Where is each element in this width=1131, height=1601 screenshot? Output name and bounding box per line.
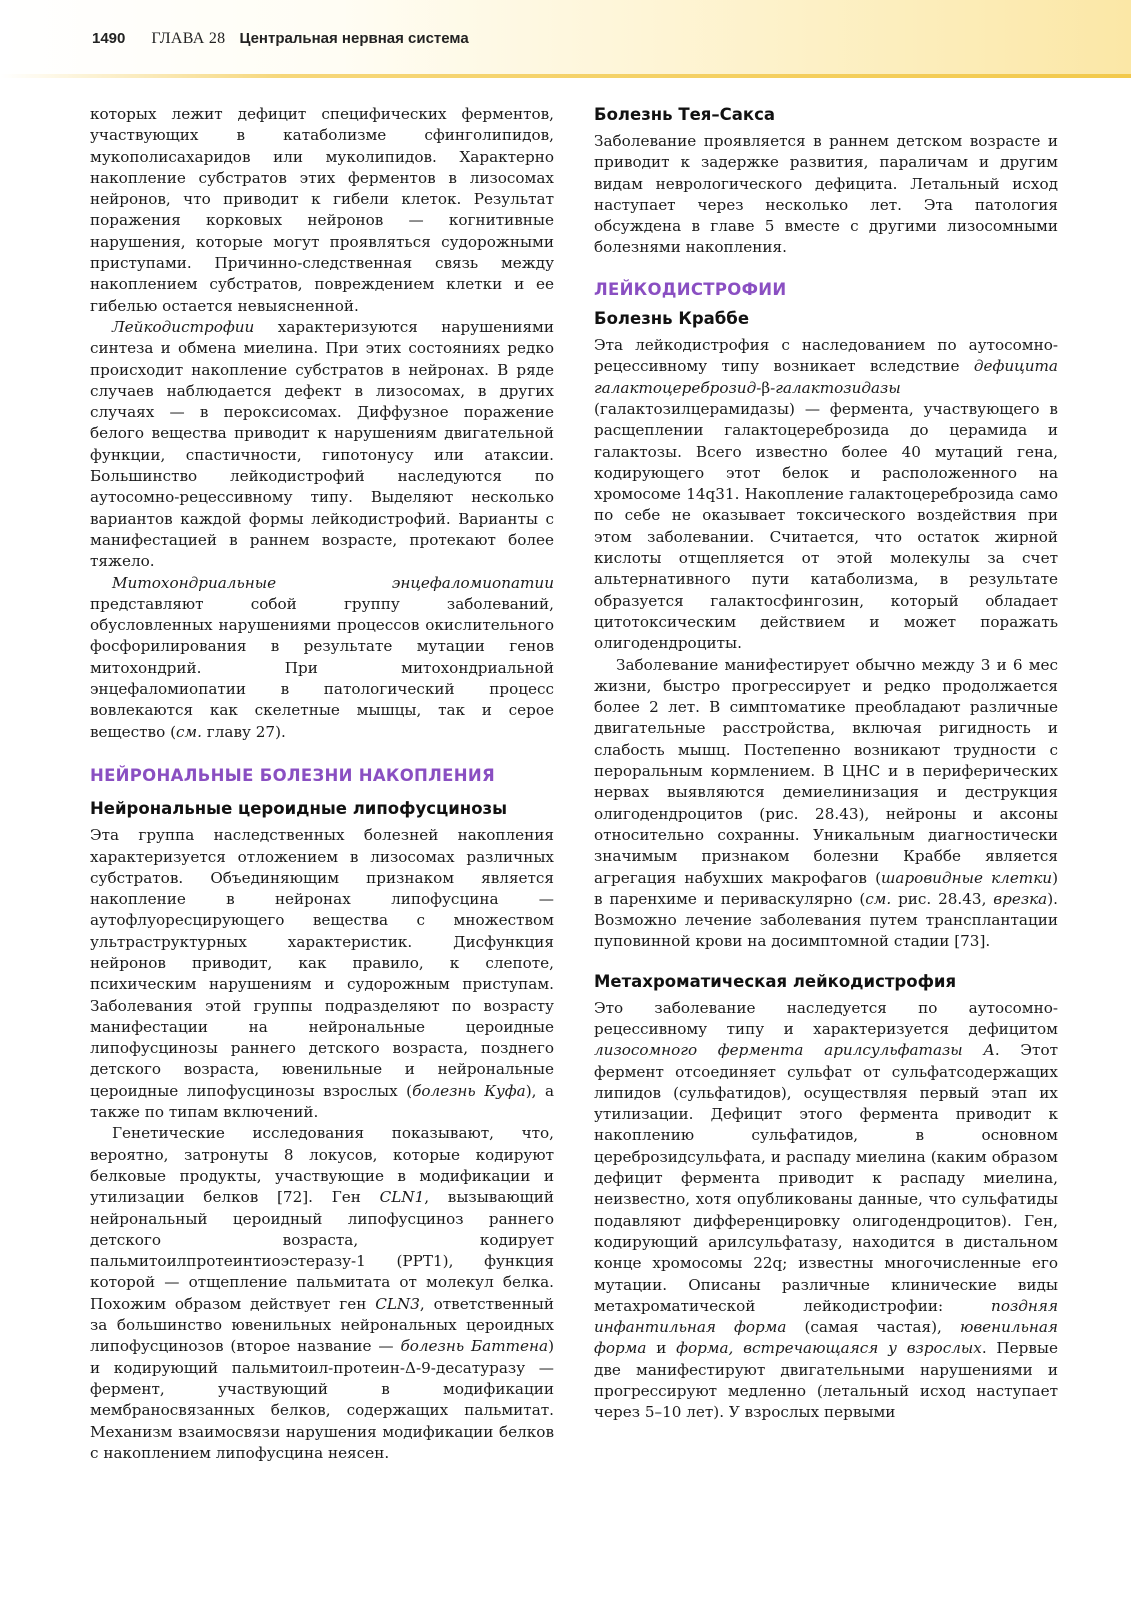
page-number: 1490	[92, 30, 126, 47]
subsection-heading: Болезнь Тея–Сакса	[594, 105, 776, 124]
subsection-heading: Метахроматическая лейкодистрофия	[594, 971, 957, 991]
section-heading: ЛЕЙКОДИСТРОФИИ	[594, 279, 787, 299]
right-column	[594, 104, 1058, 1424]
subsection-heading: Болезнь Краббе	[594, 309, 750, 329]
paragraph: Эта лейкодистрофия с наследованием по аутосомно-рецессивному типу возникает вследствие дефицита галактоцереброзид-β-галактозидазы (галактозилцерамидазы) — фермента, участвующего в расщеплении галактоцереброзида до церамида и галактозы. Всего известно более 40 мутаций гена, кодирующего этот белок и расположенного на хромосоме 14q31. Накопление галактоцереброзида само по себе не оказывает токсического воздействия при этом заболевании. Считается, что остаток жирной кислоты отщепляется от этой молекулы за счет альтернативного пути катаболизма, в результате образуется галактосфингозин, который обладает цитотоксическим действием и может поражать олигодендроциты.	[594, 336, 1058, 653]
paragraph: Митохондриальные энцефаломиопатии представляют собой группу заболеваний, обусловленных нарушениями процессов окислительного фосфорилирования в результате мутации генов митохондрий. При митохондриальной энцефаломиопатии в патологический процесс вовлекаются как скелетные мышцы, так и серое вещество (см. главу 27).	[90, 573, 554, 741]
paragraph: Эта группа наследственных болезней накопления характеризуется отложением в лизосомах различных субстратов. Объединяющим признаком является накопление в нейронах липофусцина — аутофлуоресцирующего вещества с множеством ультраструктурных характеристик. Дисфункция нейронов приводит, как правило, к слепоте, психическим нарушениям и судорожным приступам. Заболевания этой группы подразделяют по возрасту манифестации на нейрональные цероидные липофусцинозы раннего детского возраста, позднего детского возраста, ювенильные и нейрональные цероидные липофусцинозы взрослых (болезнь Куфа), а также по типам включений.	[90, 826, 554, 1122]
section-heading: НЕЙРОНАЛЬНЫЕ БОЛЕЗНИ НАКОПЛЕНИЯ	[90, 765, 495, 785]
paragraph: Лейкодистрофии характеризуются нарушениями синтеза и обмена миелина. При этих состояниях редко происходит накопление субстратов в нейронах. В ряде случаев наблюдается дефект в лизосомах, в других случаях — в пероксисомах. Диффузное поражение белого вещества приводит к нарушениям двигательной функции, спастичности, гипотонусу или атаксии. Большинство лейкодистрофий наследуются по аутосомно-рецессивному типу. Выделяют несколько вариантов каждой формы лейкодистрофий. Варианты с манифестацией в раннем возрасте, протекают более тяжело.	[90, 317, 554, 571]
term: Митохондриальные энцефаломиопатии	[112, 573, 554, 592]
paragraph: Генетические исследования показывают, что, вероятно, затронуты 8 локусов, которые кодируют белковые продукты, участвующие в модификации и утилизации белков [72]. Ген CLN1, вызывающий нейрональный цероидный липофусциноз раннего детского возраста, кодирует пальмитоилпротеинтиоэстеразу-1 (PPT1), функция которой — отщепление пальмитата от молекул белка. Похожим образом действует ген CLN3, ответственный за большинство ювенильных нейрональных цероидных липофусцинозов (второе название — болезнь Баттена) и кодирующий пальмитоил-протеин-Δ-9-десатуразу — фермент, участвующий в модификации мембраносвязанных белков, содержащих пальмитат. Механизм взаимосвязи нарушения модификации белков с накоплением липофусцина неясен.	[90, 1124, 555, 1462]
chapter-label: ГЛАВА 28	[151, 30, 226, 47]
left-column	[90, 104, 554, 1464]
paragraph: которых лежит дефицит специфических ферментов, участвующих в катаболизме сфинголипидов, мукополисахаридов или муколипидов. Характерно накопление субстратов этих ферментов в лизосомах нейронов, что приводит к гибели клеток. Результат поражения корковых нейронов — когнитивные нарушения, которые могут проявляться судорожными приступами. Причинно-следственная связь между накоплением субстратов, повреждением клетки и ее гибелью остается невыясненной.	[90, 105, 554, 315]
chapter-title: Центральная нервная система	[239, 30, 469, 47]
header-rule	[0, 74, 1131, 78]
paragraph: Заболевание проявляется в раннем детском возрасте и приводит к задержке развития, параличам и другим видам неврологического дефицита. Летальный исход наступает через несколько лет. Эта патология обсуждена в главе 5 вместе с другими лизосомными болезнями накопления.	[594, 132, 1058, 257]
term: Лейкодистрофии	[112, 317, 255, 336]
paragraph: Это заболевание наследуется по аутосомно-рецессивному типу и характеризуется дефицитом лизосомного фермента арилсульфатазы А. Этот фермент отсоединяет сульфат от сульфатсодержащих липидов (сульфатидов), осуществляя первый этап их утилизации. Дефицит этого фермента приводит к накоплению сульфатидов, в основном цереброзидсульфата, и распаду миелина (каким образом дефицит фермента приводит к распаду миелина, неизвестно, хотя опубликованы данные, что сульфатиды подавляют дифференцировку олигодендроцитов). Ген, кодирующий арилсульфатазу, находится в дистальном конце хромосомы 22q; известны многочисленные его мутации. Описаны различные клинические виды метахроматической лейкодистрофии: поздняя инфантильная форма (самая частая), ювенильная форма и форма, встречающаяся у взрослых. Первые две манифестируют двигательными нарушениями и прогрессируют медленно (летальный исход наступает через 5–10 лет). У взрослых первыми	[594, 998, 1059, 1422]
paragraph: Заболевание манифестирует обычно между 3 и 6 мес жизни, быстро прогрессирует и редко продолжается более 2 лет. В симптоматике преобладают различные двигательные расстройства, включая ригидность и слабость мышц. Постепенно возникают трудности с пероральным кормлением. В ЦНС и в периферических нервах выявляются демиелинизация и деструкция олигодендроцитов (рис. 28.43), нейроны и аксоны относительно сохранны. Уникальным диагностически значимым признаком болезни Краббе является агрегация набухших макрофагов (шаровидные клетки) в паренхиме и периваскулярно (см. рис. 28.43, врезка). Возможно лечение заболевания путем трансплантации пуповинной крови на досимптомной стадии [73].	[594, 655, 1059, 951]
subsection-heading: Нейрональные цероидные липофусцинозы	[90, 799, 508, 819]
running-header	[92, 30, 469, 48]
